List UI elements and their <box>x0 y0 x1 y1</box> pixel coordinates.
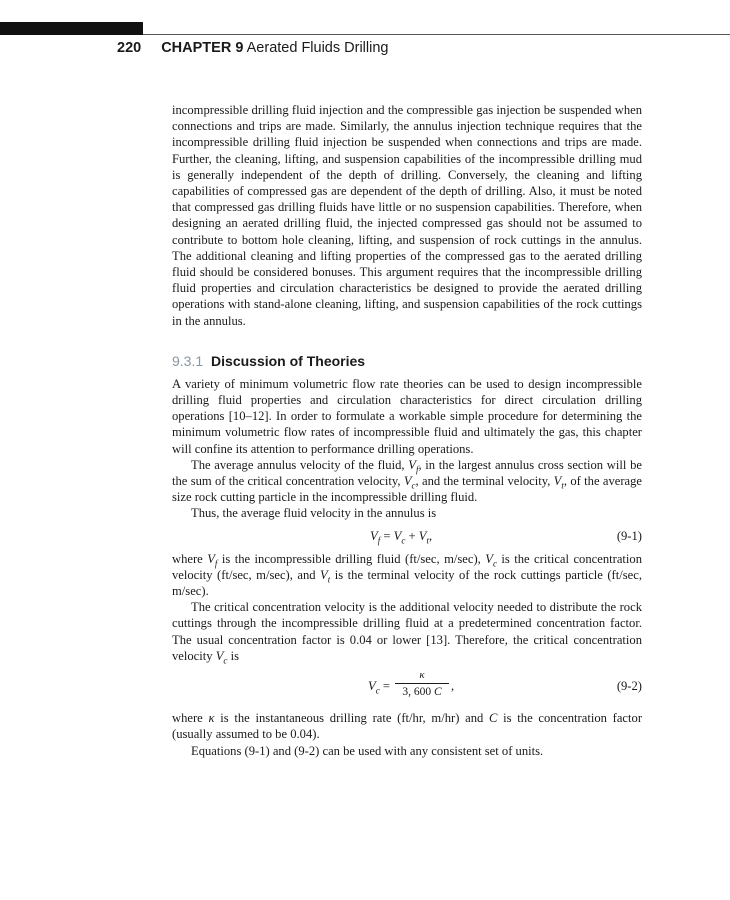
header-rule <box>143 34 730 35</box>
fraction-numerator: κ <box>419 669 425 682</box>
text-run: The average annulus velocity of the fluid, <box>191 457 409 472</box>
text-run: , in the largest annulus cross section will be the sum of the critical concentration velocity, <box>172 457 642 489</box>
theories-paragraph-5: The critical concentration velocity is the additional velocity needed to distribute the rock cuttings through the incompressible drilling fluid at a predetermined concentration factor. The usual concentration factor is 0.04 or lower [13]. Therefore, the critical concentration velocity $V_c$ is <box>172 600 642 666</box>
theories-paragraph-7: Equations (9-1) and (9-2) can be used with any consistent set of units. <box>191 743 544 758</box>
var-vt: $V_t$ <box>320 567 331 585</box>
var-vc: $V_c$ <box>215 648 228 666</box>
section-number: 9.3.1 <box>172 352 204 369</box>
text-run: , of the average size rock cutting particle in the incompressible drilling fluid. <box>172 474 642 505</box>
fraction-bar <box>395 683 449 684</box>
var-vc: $V_c$ <box>485 551 497 569</box>
equation-9-2-comma: , <box>451 679 455 694</box>
theories-paragraph-1: A variety of minimum volumetric flow rate theories can be used to design incompressible drilling fluid properties and circulation characteristics for direct circulation drilling operations [10–12]. In order to formulate a workable simple procedure for determining the minimum volumetric flow rates of incompressible fluid and ultimately the gas, this chapter will confine its attention to performance drilling operations. <box>172 376 642 456</box>
chapter-title: Aerated Fluids Drilling <box>246 40 389 56</box>
intro-paragraph: incompressible drilling fluid injection and the compressible gas injection be suspended when connections and trips are made. Similarly, the annulus injection technique requires that the incompressible drilling fluid injection be suspended when connections and trips are made. Further, the cleaning, lifting, and suspension capabilities of the incompressible drilling mud is generally independent of the depth of drilling. Conversely, the cleaning and lifting capabilities of compressed gas are dependent of the depth of drilling. Also, it must be noted that compressed gas drilling fluids have little or no suspension capabilities. Therefore, when designing an aerated drilling fluid, the injected compressed gas should not be assumed to contribute to bottom hole cleaning, lifting, and suspension of rock cuttings in the annulus. The additional cleaning and lifting properties of the compressed gas to the aerated drilling fluid should be considered bonuses. This argument requires that the incompressible drilling fluid properties and circulation characteristics be designed to provide the aerated drilling operations with stand-alone cleaning, lifting, and suspension capabilities of the rock cuttings in the annulus. <box>172 103 642 328</box>
var-vc: $V_c$ <box>403 474 416 491</box>
var-c: C <box>489 711 498 726</box>
theories-paragraph-6: where κ is the instantaneous drilling rate (ft/hr, m/hr) and C is the concentration factor (usually assumed to be 0.04). <box>172 711 643 742</box>
equation-9-1 <box>172 525 642 547</box>
section-title: Discussion of Theories <box>211 352 366 369</box>
theories-paragraph-4: where $V_f$ is the incompressible drilling fluid (ft/sec, m/sec), $V_c$ is the critical concentration velocity (ft/sec, m/sec), and $V_t$ is the terminal velocity of the rock cuttings particle (ft/sec, m/sec). <box>172 551 642 599</box>
var-vf: $V_f$ <box>408 457 419 475</box>
page-body <box>172 102 642 759</box>
equation-9-1-body: $V_f = V_c + V_t$, <box>370 528 433 546</box>
var-kappa: κ <box>208 711 215 726</box>
running-head <box>117 40 388 56</box>
theories-paragraph-3: Thus, the average fluid velocity in the annulus is <box>191 506 437 521</box>
theories-paragraph-2 <box>172 457 642 506</box>
fraction-denominator: 3, 600 C <box>402 686 442 699</box>
equation-9-2-fraction <box>395 668 449 700</box>
var-vt: $V_t$ <box>553 474 564 491</box>
chapter-label: CHAPTER 9 <box>161 40 244 56</box>
section-heading <box>172 352 642 370</box>
page-number: 220 <box>117 40 142 56</box>
equation-9-1-number: (9-1) <box>616 528 642 543</box>
header-color-bar <box>0 22 143 35</box>
equation-9-2 <box>172 668 642 706</box>
var-vf: $V_f$ <box>207 551 218 569</box>
equation-9-2-lhs: $V_c$ = <box>368 679 390 696</box>
text-run: , and the terminal velocity, <box>415 474 554 489</box>
equation-9-2-number: (9-2) <box>616 679 642 694</box>
